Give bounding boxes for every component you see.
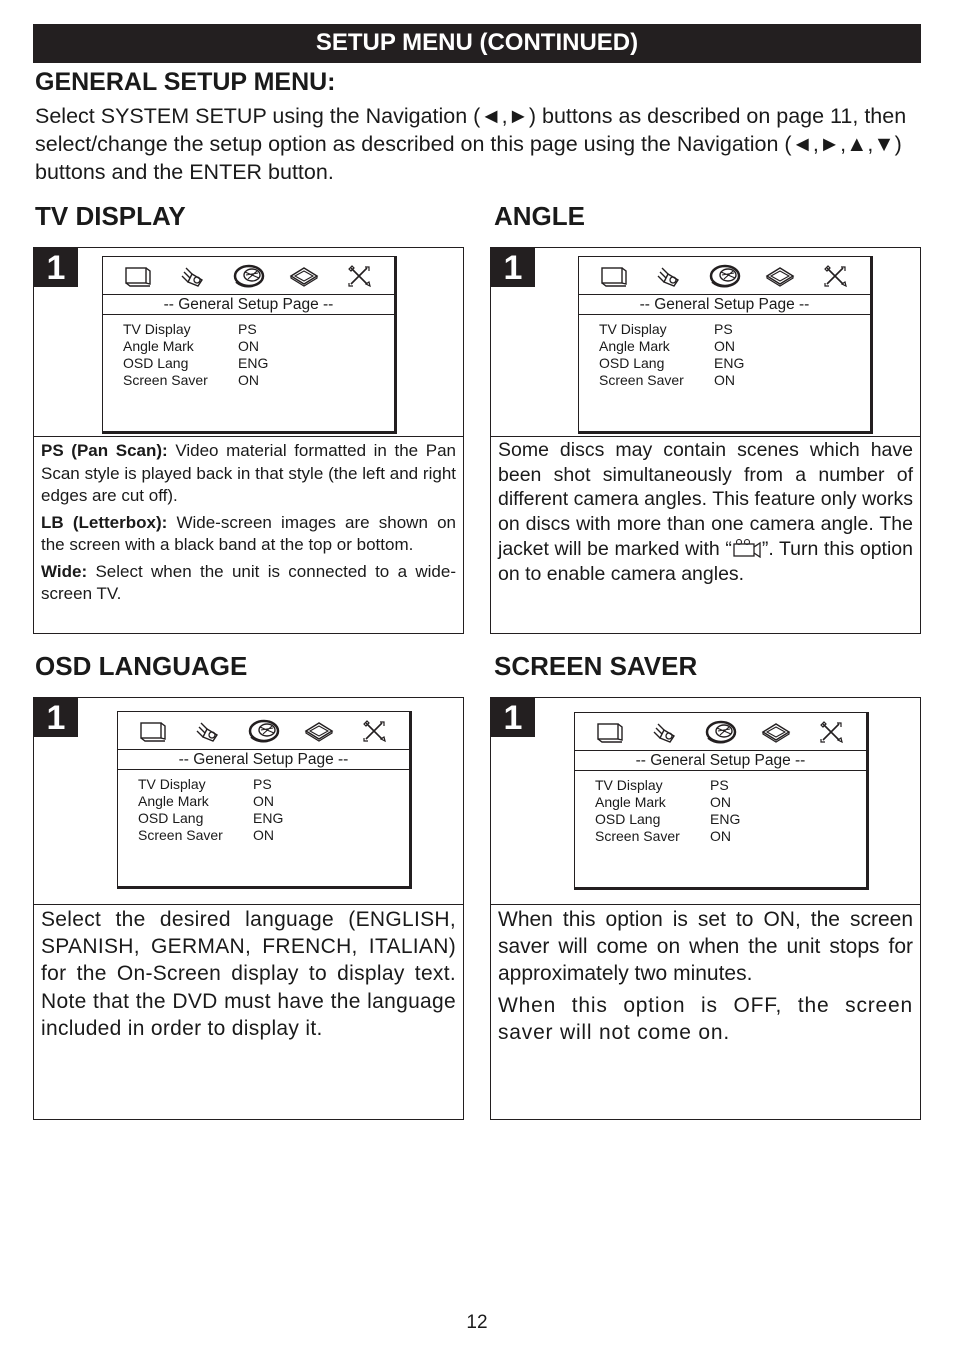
wide-term: Wide: [41,561,88,581]
disc-icon [233,264,265,288]
setting-label: OSD Lang [599,355,665,371]
diamond-icon [760,720,792,744]
setting-row [138,827,409,844]
setup-screen [102,256,397,434]
screen-saver-panel [490,697,921,1120]
ps-term: PS (Pan Scan): [41,441,168,460]
speaker-icon [650,720,682,744]
setting-label: OSD Lang [138,810,204,826]
setting-value: ON [238,338,259,354]
speaker-icon [193,719,225,743]
tools-icon [819,264,851,288]
setting-value: ENG [714,355,745,371]
lb-term: LB (Letterbox): [41,512,168,532]
setup-screen [574,712,869,890]
setting-label: Angle Mark [595,794,666,810]
diamond-icon [288,264,320,288]
setting-label: Screen Saver [123,372,208,388]
tv-display-heading: TV DISPLAY [35,201,186,231]
settings-list [103,315,394,389]
screen-saver-text-on: When this option is set to ON, the screen saver will come on when the unit stops for approximately two minutes. [498,908,913,986]
icon-bar [579,257,870,295]
screen-title: -- General Setup Page -- [575,751,866,771]
setting-row [123,372,394,389]
setting-row [595,794,866,811]
screen-title: -- General Setup Page -- [103,295,394,315]
disc-icon [705,720,737,744]
angle-text-after: ”. Turn this option on to enable camera angles. [498,537,913,585]
tv-icon [138,719,170,743]
setup-screen [578,256,873,434]
setting-label: TV Display [599,321,667,337]
setting-value: ENG [710,811,741,827]
screen-saver-description [498,906,913,1046]
speaker-icon [178,264,210,288]
camera-angle-icon [732,538,762,558]
icon-bar [118,712,409,750]
setting-label: OSD Lang [123,355,189,371]
tools-icon [358,719,390,743]
step-number: 1 [491,248,535,287]
setting-row [138,793,409,810]
setting-value: ENG [253,810,284,826]
angle-panel [490,247,921,634]
setting-label: TV Display [123,321,191,337]
screen-saver-heading: SCREEN SAVER [494,651,698,681]
tv-icon [599,264,631,288]
setting-row [599,355,870,372]
screen-saver-text-off: When this option is OFF, the screen saver will not come on. [498,993,913,1044]
diamond-icon [764,264,796,288]
settings-list [118,770,409,844]
setting-label: OSD Lang [595,811,661,827]
setting-value: PS [238,321,257,337]
setting-value: PS [710,777,729,793]
wide-text: Select when the unit is connected to a wide-screen TV. [41,561,456,603]
page-number: 12 [466,1312,488,1333]
setting-label: Angle Mark [599,338,670,354]
angle-heading: ANGLE [494,201,585,231]
tv-display-description [41,440,456,606]
osd-language-panel [33,697,464,1120]
setting-value: ON [714,338,735,354]
speaker-icon [654,264,686,288]
setting-row [599,338,870,355]
setting-value: ENG [238,355,269,371]
settings-list [579,315,870,389]
tools-icon [343,264,375,288]
setting-value: PS [714,321,733,337]
screen-title: -- General Setup Page -- [579,295,870,315]
osd-language-text: Select the desired language (ENGLISH, SPANISH, GERMAN, FRENCH, ITALIAN) for the On-Screen display to display text. Note that the DVD must have the language included in order to display it. [41,908,456,1040]
setting-row [138,776,409,793]
diamond-icon [303,719,335,743]
setting-value: ON [253,793,274,809]
screen-title: -- General Setup Page -- [118,750,409,770]
step-number: 1 [34,248,78,287]
setting-value: ON [710,828,731,844]
tv-icon [123,264,155,288]
setting-label: Screen Saver [138,827,223,843]
tools-icon [815,720,847,744]
osd-language-description [41,906,456,1042]
page-banner: SETUP MENU (CONTINUED) [33,24,921,63]
setup-screen [117,711,412,889]
ps-text: Video material formatted in the Pan Scan style is played back in that style (the left and right edges are cut off). [41,441,456,505]
angle-text-before: Some discs may contain scenes which have been shot simultaneously from a number of different camera angles. This feature only works on discs with more than one camera angle. The jacket will be marked with “ [498,439,913,560]
tv-icon [595,720,627,744]
tv-display-panel [33,247,464,634]
setting-label: Angle Mark [123,338,194,354]
angle-description [498,438,913,586]
icon-bar [103,257,394,295]
setting-row [595,811,866,828]
setting-row [138,810,409,827]
setting-row [595,777,866,794]
setting-label: Screen Saver [599,372,684,388]
setting-row [123,321,394,338]
step-number: 1 [34,698,78,737]
setting-row [599,372,870,389]
setting-row [599,321,870,338]
setting-label: Angle Mark [138,793,209,809]
setting-label: TV Display [138,776,206,792]
osd-language-heading: OSD LANGUAGE [35,651,248,681]
step-number: 1 [491,698,535,737]
setting-value: ON [714,372,735,388]
disc-icon [709,264,741,288]
setting-value: ON [710,794,731,810]
icon-bar [575,713,866,751]
setting-value: ON [238,372,259,388]
general-setup-heading: GENERAL SETUP MENU: [35,68,336,96]
setting-value: PS [253,776,272,792]
setting-row [123,355,394,372]
setting-row [123,338,394,355]
setting-value: ON [253,827,274,843]
settings-list [575,771,866,845]
disc-icon [248,719,280,743]
intro-text: Select SYSTEM SETUP using the Navigation (◄,►) buttons as described on page 11, then select/change the setup option as described on this page using the Navigation (◄,►,▲,▼) buttons and the ENTER button. [35,104,907,184]
setting-row [595,828,866,845]
lb-text: Wide-screen images are shown on the screen with a black band at the top or bottom. [41,512,456,554]
setting-label: Screen Saver [595,828,680,844]
setting-label: TV Display [595,777,663,793]
